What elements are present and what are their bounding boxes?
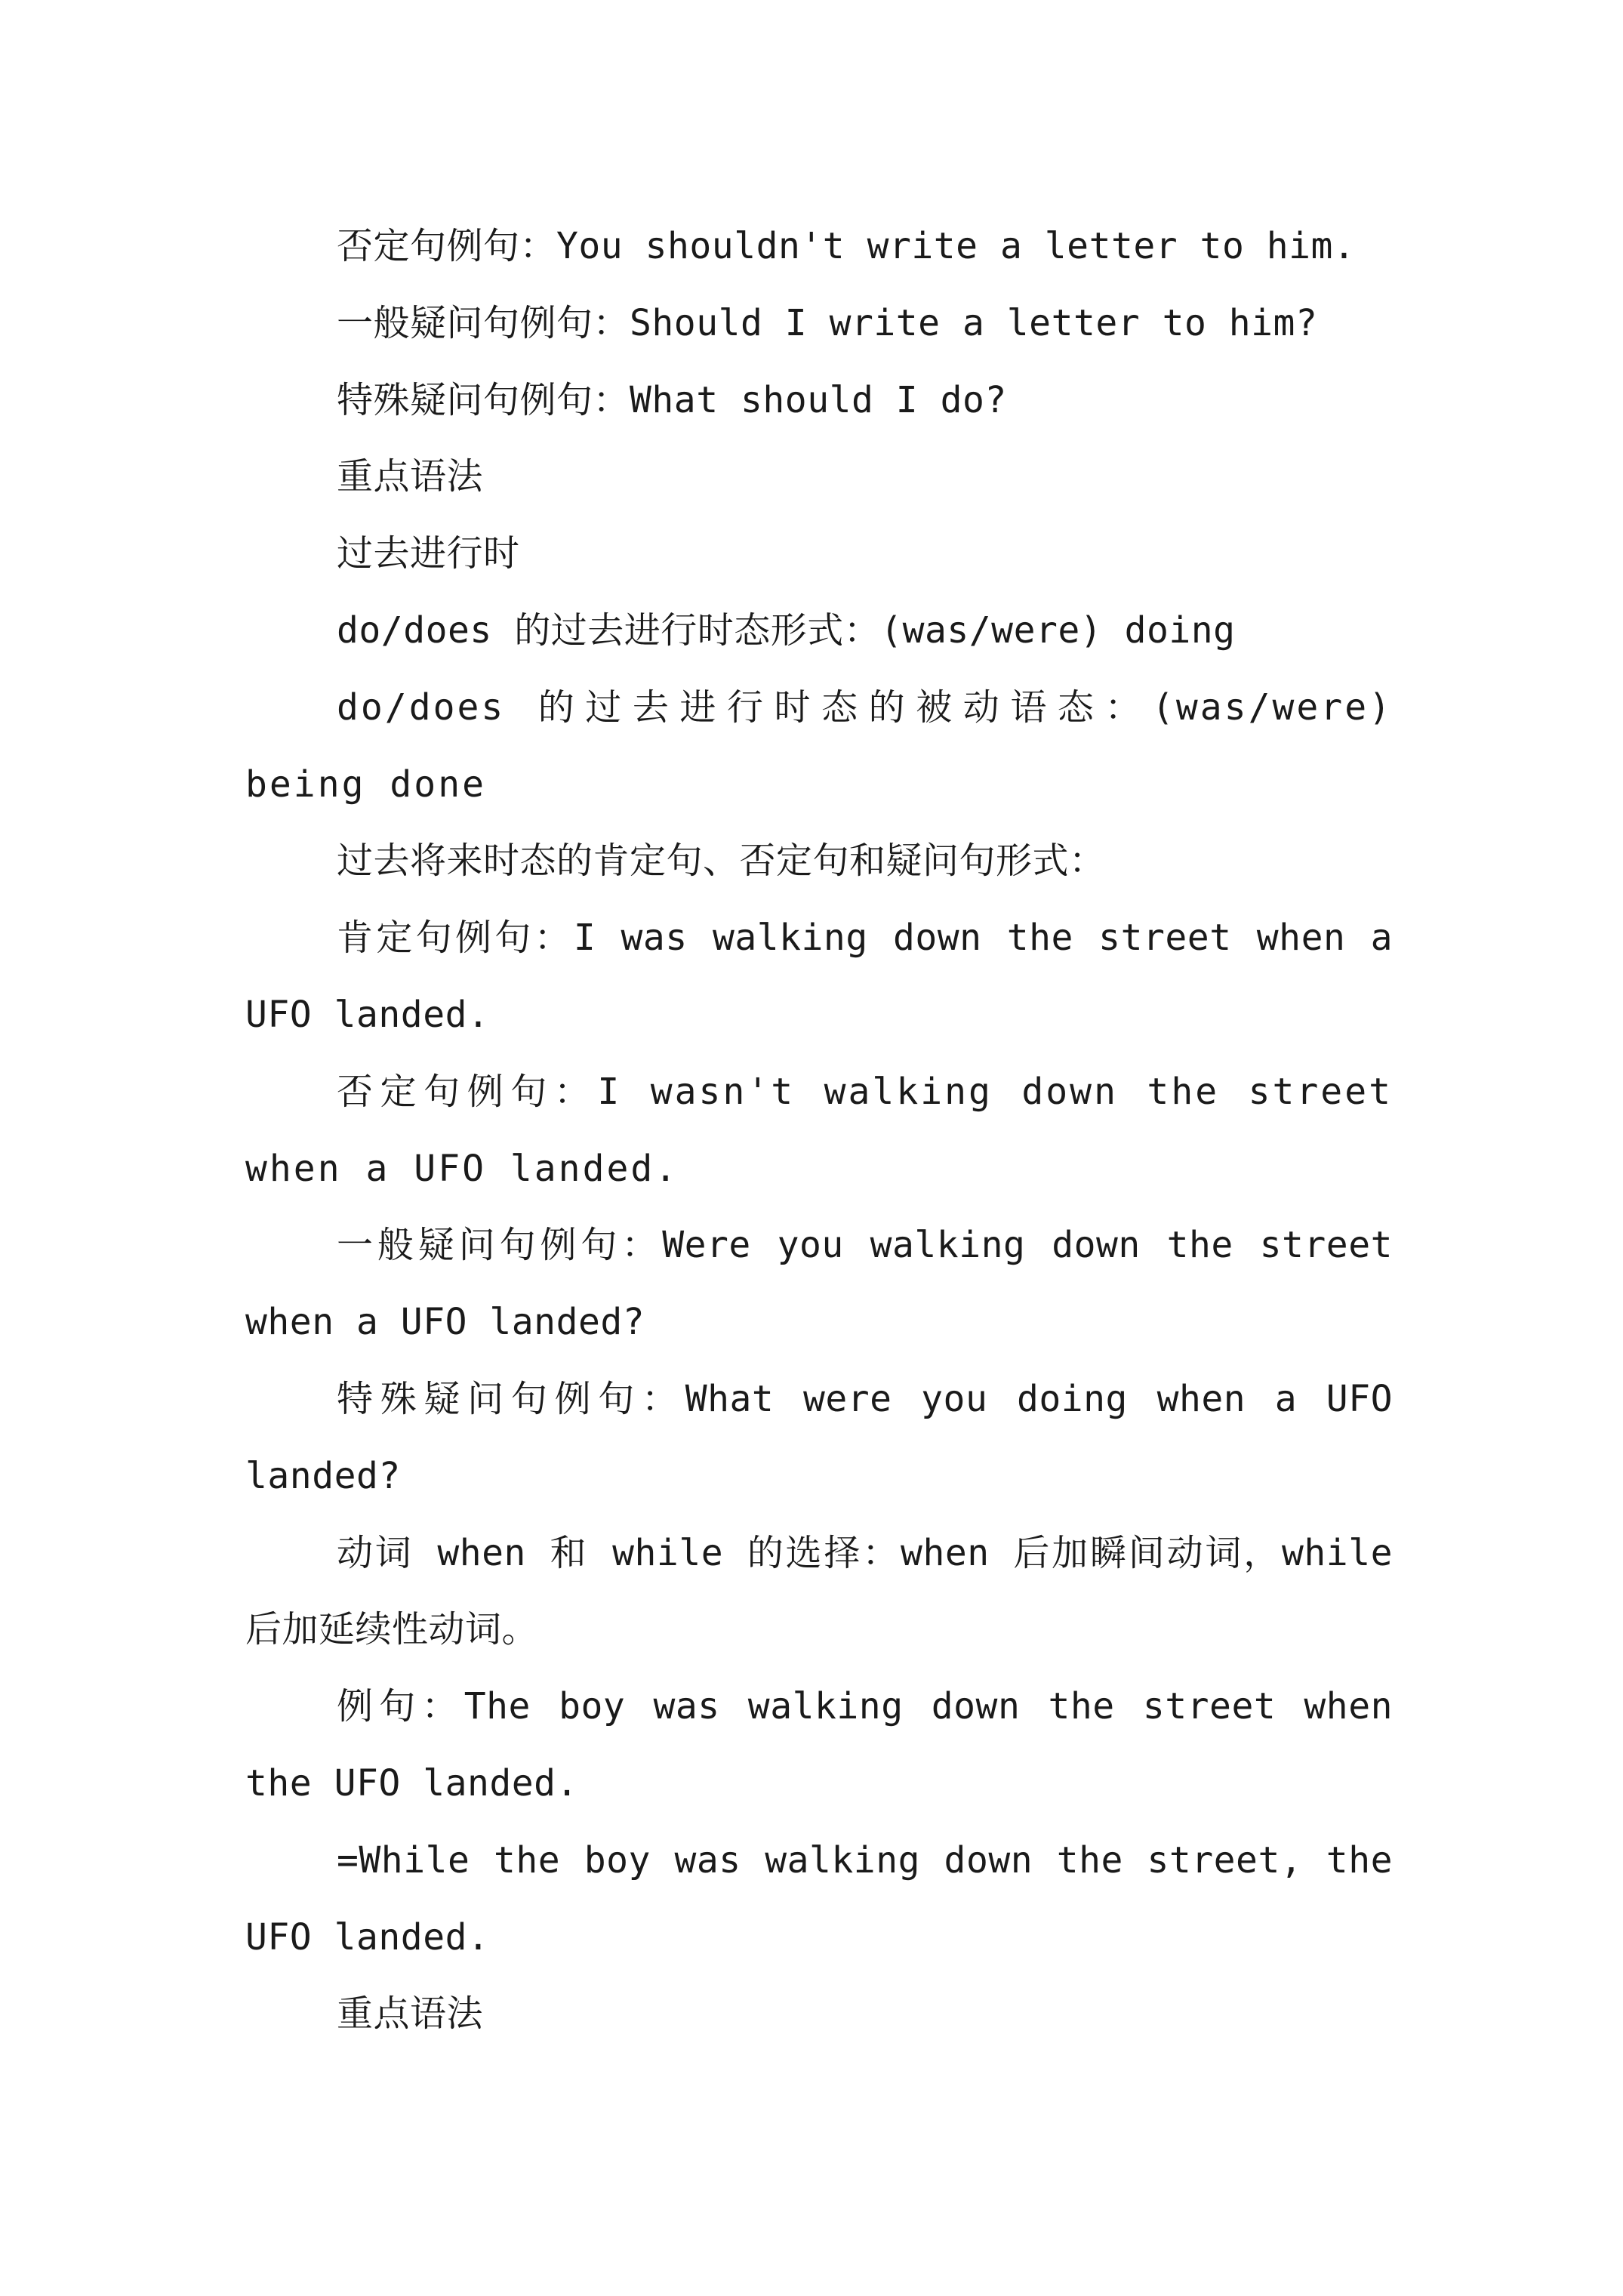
paragraph-while-rewrite: =While the boy was walking down the street, the UFO landed.: [245, 1838, 1393, 1959]
paragraph-past-continuous-form: do/does 的过去进行时态形式：(was/were) doing: [337, 609, 1236, 652]
paragraph-negative-example-2: 否定句例句：I wasn't walking down the street when a UFO landed.: [245, 1070, 1393, 1190]
paragraph-passive-voice-form: do/does 的过去进行时态的被动语态：(was/were) being done: [245, 686, 1393, 806]
heading-past-continuous: 过去进行时: [337, 532, 520, 575]
heading-key-grammar-2: 重点语法: [337, 1992, 484, 2036]
paragraph-when-while-choice: 动词 when 和 while 的选择：when 后加瞬间动词，while 后加延续性动词。: [245, 1531, 1393, 1651]
paragraph-sentence-forms-intro: 过去将来时态的肯定句、否定句和疑问句形式：: [337, 840, 1106, 883]
paragraph-general-question-example: 一般疑问句例句：Should I write a letter to him?: [337, 301, 1318, 344]
document-body: [245, 208, 1393, 2053]
paragraph-special-question-example: 特殊疑问句例句：What should I do?: [337, 378, 1007, 421]
paragraph-affirmative-example: 肯定句例句：I was walking down the street when a UFO landed.: [245, 917, 1393, 1036]
paragraph-general-question-example-2: 一般疑问句例句：Were you walking down the street when a UFO landed?: [245, 1224, 1393, 1344]
paragraph-special-question-example-2: 特殊疑问句例句：What were you doing when a UFO landed?: [245, 1377, 1393, 1497]
heading-key-grammar: 重点语法: [337, 455, 484, 498]
paragraph-example-sentence: 例句：The boy was walking down the street when the UFO landed.: [245, 1685, 1393, 1804]
paragraph-negative-example: 否定句例句：You shouldn't write a letter to him.: [337, 225, 1356, 267]
